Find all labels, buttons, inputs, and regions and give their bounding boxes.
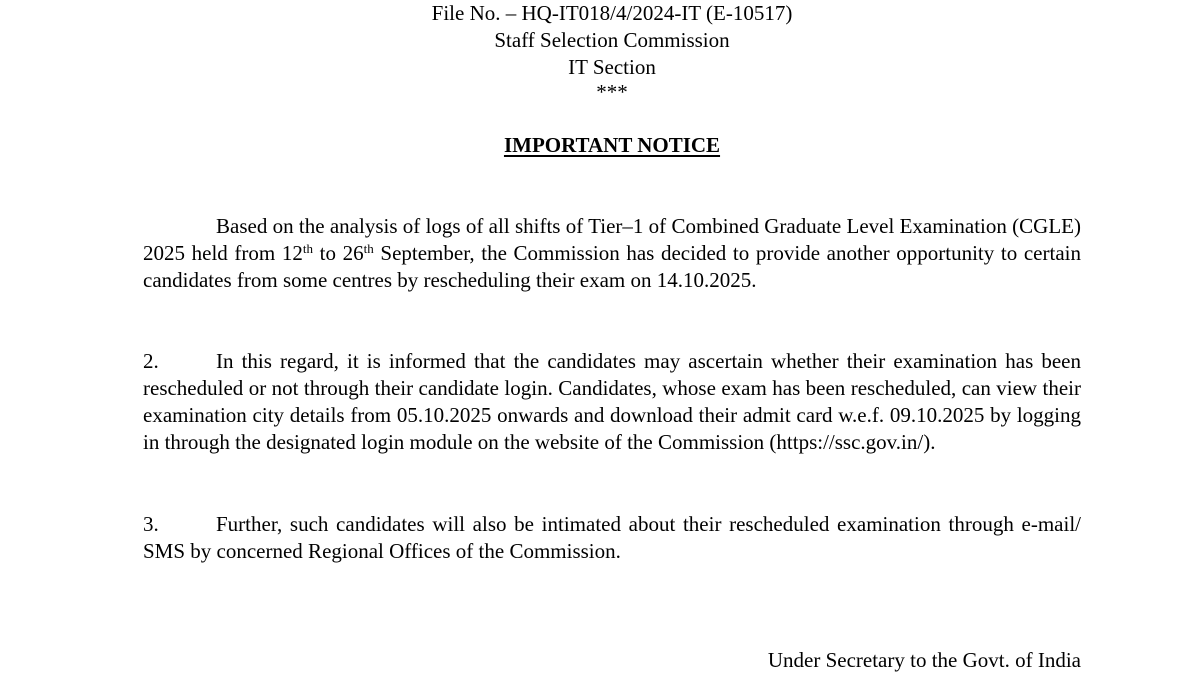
file-number: File No. – HQ-IT018/4/2024-IT (E-10517): [431, 1, 793, 25]
document-header: [0, 0, 1200, 103]
section-name: IT Section: [568, 55, 656, 79]
paragraph-1: [143, 213, 1081, 294]
paragraph-3-number: 3.: [143, 512, 159, 536]
paragraph-2-text: In this regard, it is informed that the candidates may ascertain whether their examination has been rescheduled or not through their candidate login. Candidates, whose exam has been rescheduled, can view their examination city details from 05.10.2025 onwards and download their admit card w.e.f. 09.10.2025 by logging in through the designated login module on the website of the Commission (https://ssc.gov.in/).: [143, 349, 1081, 454]
separator-stars: ***: [596, 80, 628, 104]
paragraph-1-text-b: to 26: [313, 241, 364, 265]
signatory-designation: Under Secretary to the Govt. of India: [767, 648, 1081, 672]
superscript-th-2: th: [363, 241, 374, 256]
paragraph-1-text-a: Based on the analysis of logs of all shifts of Tier–1 of Combined Graduate Level Examination (CGLE) 2025 held from 12: [143, 214, 1081, 265]
superscript-th-1: th: [302, 241, 314, 256]
paragraph-2-number: 2.: [143, 349, 159, 373]
paragraph-2: [143, 348, 1081, 456]
paragraph-3: [143, 511, 1081, 565]
notice-title: [0, 131, 1200, 159]
notice-title-text: IMPORTANT NOTICE: [503, 133, 721, 157]
organization-name: Staff Selection Commission: [494, 28, 730, 52]
paragraph-3-text: Further, such candidates will also be intimated about their rescheduled examination through e-mail/ SMS by concerned Regional Offices of the Commission.: [143, 512, 1081, 563]
paragraph-1-text-c: September, the Commission has decided to provide another opportunity to certain candidates from some centres by rescheduling their exam on 14.10.2025.: [143, 241, 1081, 292]
